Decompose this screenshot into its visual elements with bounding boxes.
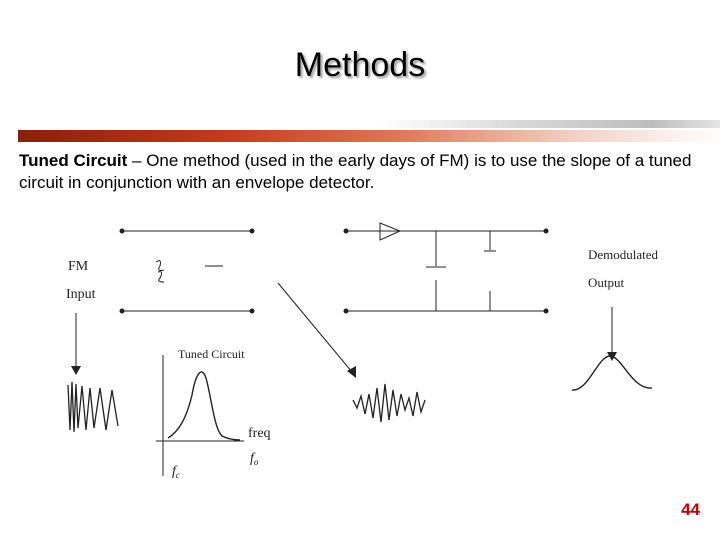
terminal-dot <box>120 229 125 234</box>
demodulated-label: Demodulated <box>588 247 659 262</box>
input-arrowhead <box>71 366 81 375</box>
demodulated-waveform <box>572 356 652 390</box>
terminal-dot <box>544 309 549 314</box>
terminal-dot <box>250 309 255 314</box>
diagonal-arrow-shaft <box>278 283 352 372</box>
terminal-dot <box>250 229 255 234</box>
coil-scribble <box>156 261 164 282</box>
terminal-dot <box>344 309 349 314</box>
resonance-curve <box>168 372 240 440</box>
input-label: Input <box>66 287 96 302</box>
fc-label: $f_c$ <box>172 464 180 480</box>
terminal-dot <box>544 229 549 234</box>
slide-title: Methods <box>294 46 426 84</box>
freq-label: freq <box>248 426 271 441</box>
output-label: Output <box>588 275 625 290</box>
fm-label: FM <box>68 259 89 274</box>
terminal-dot <box>344 229 349 234</box>
envelope-waveform <box>353 384 425 422</box>
terminal-dot <box>120 309 125 314</box>
paragraph-text: – One method (used in the early days of FM) is to use the slope of a tuned circuit in conjunction with an envelope detector. <box>19 151 692 192</box>
term-tuned-circuit: Tuned Circuit <box>19 151 128 170</box>
tuned-circuit-label: Tuned Circuit <box>178 347 245 361</box>
fo-label: $f_o$ <box>250 451 259 467</box>
slide-number: 44 <box>681 500 700 519</box>
fm-waveform <box>68 382 118 432</box>
